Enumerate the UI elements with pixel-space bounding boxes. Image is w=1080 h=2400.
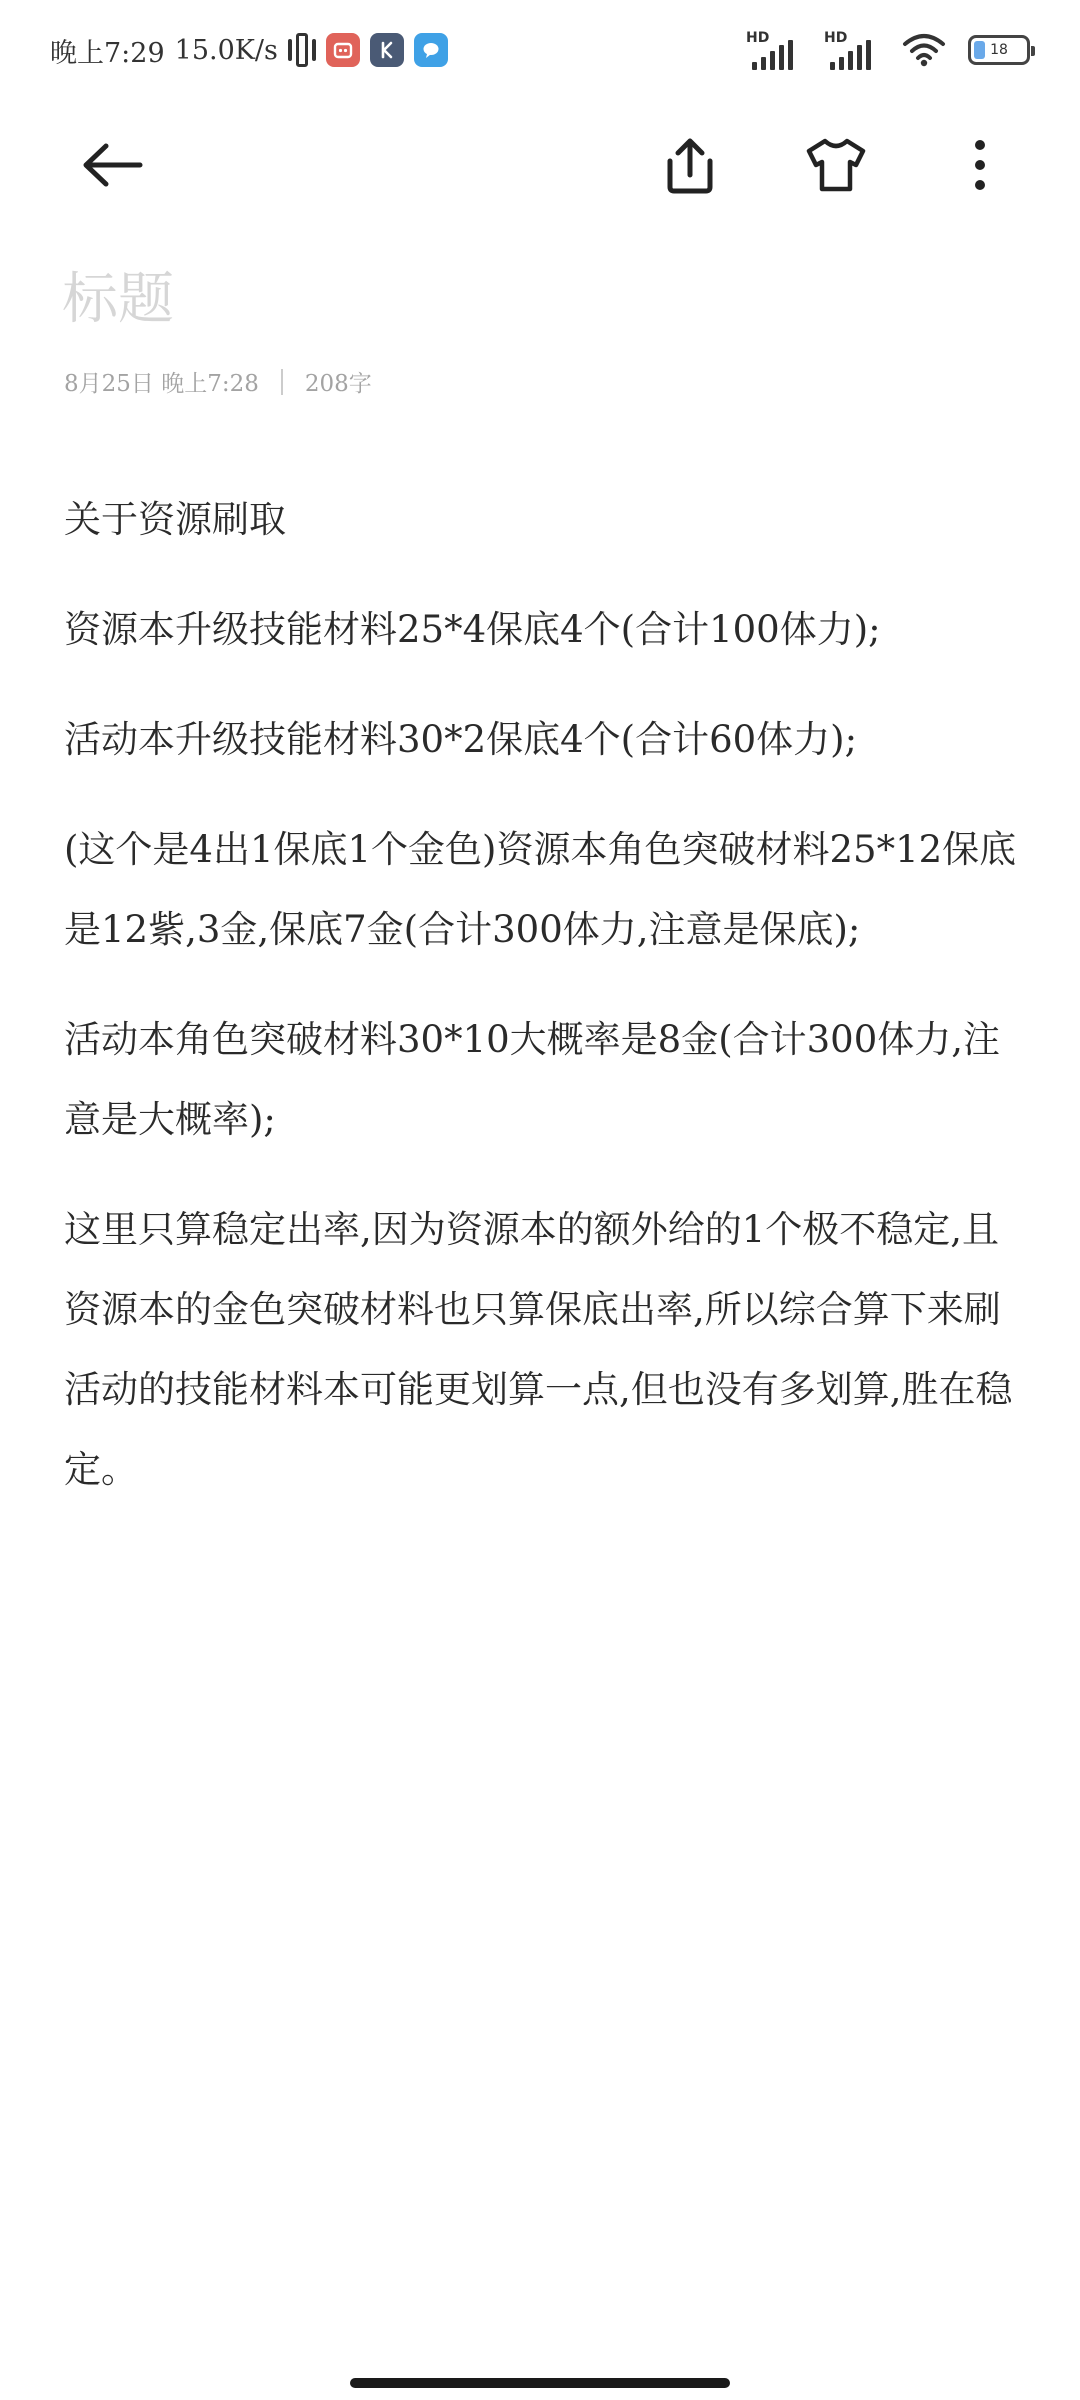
chat-app-icon [414,33,448,67]
k-app-icon [370,33,404,67]
note-meta [64,365,372,398]
status-time: 晚上7:29 [50,37,165,69]
note-title-input[interactable]: 标题 [62,267,174,332]
shirt-icon [805,137,867,193]
hd-label: HD [824,30,848,46]
network-speed: 15.0K/s [174,34,278,66]
more-button[interactable] [930,115,1030,215]
meta-divider [281,369,283,395]
back-button[interactable] [62,115,162,215]
theme-button[interactable] [786,115,886,215]
home-indicator[interactable] [350,2378,730,2388]
signal-icon [746,30,802,70]
vibrate-icon [288,33,316,67]
toolbar [0,110,1080,240]
app-notification-icon [326,33,360,67]
note-paragraph: 活动本角色突破材料30*10大概率是8金(合计300体力,注意是大概率); [64,1018,1001,1141]
note-paragraph: 关于资源刷取 [64,498,286,541]
status-right [746,26,1030,74]
hd-label: HD [746,30,770,46]
share-icon [662,135,718,195]
battery-level: 18 [990,42,1008,58]
word-count: 208字 [304,371,372,397]
battery-icon [968,35,1030,65]
back-arrow-icon [80,141,144,189]
share-button[interactable] [640,115,740,215]
note-paragraph: 资源本升级技能材料25*4保底4个(合计100体力); [64,608,881,651]
note-date: 8月25日 晚上7:28 [64,371,259,397]
signal-icon [824,30,880,70]
more-vertical-icon [970,137,990,193]
note-paragraph: (这个是4出1保底1个金色)资源本角色突破材料25*12保底是12紫,3金,保底7金(合计300体力,注意是保底); [64,828,1017,951]
status-bar [0,0,1080,100]
wifi-icon [902,32,946,68]
note-paragraph: 活动本升级技能材料30*2保底4个(合计60体力); [64,718,858,761]
note-body-editor[interactable] [64,480,1019,1540]
note-paragraph: 这里只算稳定出率,因为资源本的额外给的1个极不稳定,且资源本的金色突破材料也只算保底出率,所以综合算下来刷活动的技能材料本可能更划算一点,但也没有多划算,胜在稳定。 [64,1208,1013,1491]
status-left [50,26,448,74]
